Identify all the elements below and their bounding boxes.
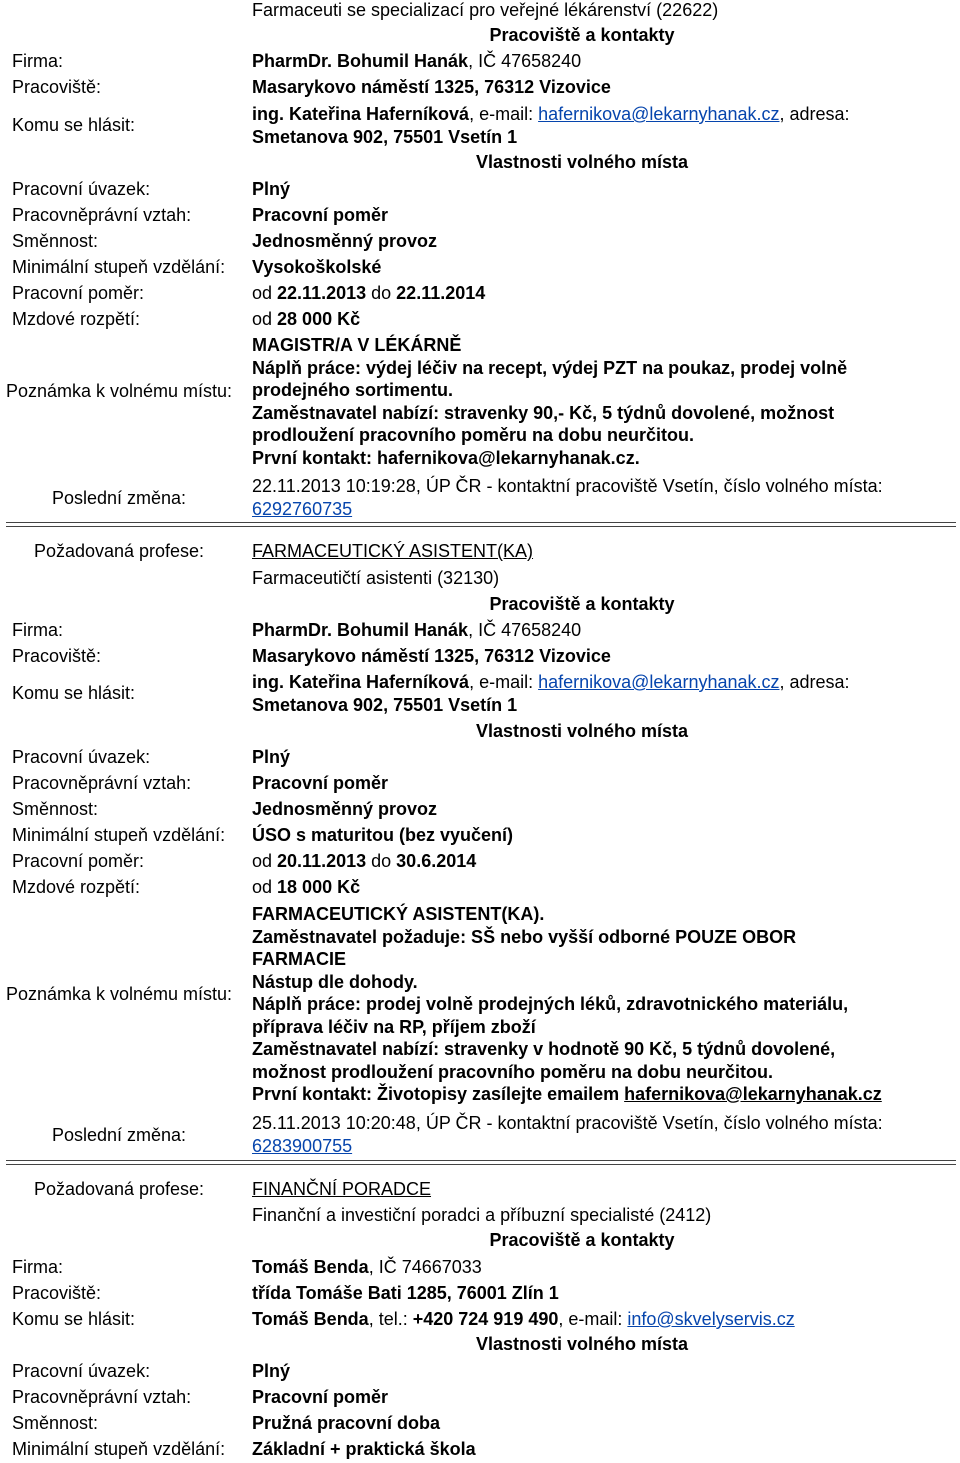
education-label: Minimální stupeň vzdělání: <box>12 825 226 845</box>
vacancy-number[interactable]: 6292760735 <box>252 499 353 519</box>
note-text <box>252 334 952 469</box>
section-heading-contacts: Pracoviště a kontakty <box>489 594 675 614</box>
last-change-value: 25.11.2013 10:20:48, ÚP ČR - kontaktní pracoviště Vsetín, číslo volného místa: <box>252 1113 883 1133</box>
section-heading-properties: Vlastnosti volného místa <box>475 152 689 172</box>
contact-tel: +420 724 919 490 <box>412 1309 559 1329</box>
contact-label: Komu se hlásit: <box>12 1309 136 1329</box>
relation-label: Pracovněprávní vztah: <box>12 205 192 225</box>
workplace-label: Pracoviště: <box>12 77 102 97</box>
period-from: 20.11.2013 <box>277 851 367 871</box>
vacancy-number[interactable]: 6283900755 <box>252 1136 353 1156</box>
salary-amount: 18 000 Kč <box>277 877 361 897</box>
salary-label: Mzdové rozpětí: <box>12 877 141 897</box>
note-line: možnost prodloužení pracovního poměru na dobu neurčitou. <box>252 1061 773 1082</box>
firm-ic: , IČ 47658240 <box>468 51 582 71</box>
contact-value <box>252 103 850 125</box>
last-change-label: Poslední změna: <box>51 488 187 508</box>
entry-divider <box>6 522 956 527</box>
relation-value: Pracovní poměr <box>252 773 389 793</box>
note-line: FARMACIE <box>252 949 346 969</box>
shift-value: Jednosměnný provoz <box>252 799 438 819</box>
contact-value <box>252 671 850 693</box>
note-text <box>252 903 952 1106</box>
workplace-label: Pracoviště: <box>12 1283 102 1303</box>
vacancy-number-link[interactable] <box>252 498 352 520</box>
profession-detail: Farmaceutičtí asistenti (32130) <box>252 568 500 588</box>
workload-value: Plný <box>252 1361 291 1381</box>
note-label: Poznámka k volnému místu: <box>5 381 233 401</box>
salary-value <box>252 876 360 898</box>
contact-label: Komu se hlásit: <box>12 115 136 135</box>
workload-value: Plný <box>252 179 291 199</box>
email-prefix: , e-mail: <box>558 1309 628 1329</box>
note-label: Poznámka k volnému místu: <box>5 984 233 1004</box>
note-line-contact <box>252 1083 952 1106</box>
workplace-value: třída Tomáše Bati 1285, 76001 Zlín 1 <box>252 1283 559 1303</box>
relation-value: Pracovní poměr <box>252 1387 389 1407</box>
note-line: příprava léčiv na RP, příjem zboží <box>252 1016 536 1037</box>
contact-label: Komu se hlásit: <box>12 683 136 703</box>
shift-label: Směnnost: <box>12 1413 99 1433</box>
profession-title[interactable]: FARMACEUTICKÝ ASISTENT(KA) <box>252 541 534 561</box>
note-line: První kontakt: hafernikova@lekarnyhanak.cz. <box>252 447 640 468</box>
education-label: Minimální stupeň vzdělání: <box>12 257 226 277</box>
contact-value <box>252 1308 795 1330</box>
workload-label: Pracovní úvazek: <box>12 747 151 767</box>
firm-name: PharmDr. Bohumil Hanák <box>252 51 469 71</box>
workload-value: Plný <box>252 747 291 767</box>
section-heading-properties: Vlastnosti volného místa <box>475 1334 689 1354</box>
tel-prefix: , tel.: <box>368 1309 413 1329</box>
workplace-value: Masarykovo náměstí 1325, 76312 Vizovice <box>252 77 611 97</box>
education-label: Minimální stupeň vzdělání: <box>12 1439 226 1459</box>
email-prefix: , e-mail: <box>469 104 539 124</box>
relation-label: Pracovněprávní vztah: <box>12 1387 192 1407</box>
profession-detail: Farmaceuti se specializací pro veřejné lékárenství (22622) <box>252 0 719 20</box>
workplace-value: Masarykovo náměstí 1325, 76312 Vizovice <box>252 646 611 666</box>
workplace-label: Pracoviště: <box>12 646 102 666</box>
firm-ic: , IČ 74667033 <box>368 1257 482 1277</box>
note-line: Zaměstnavatel požaduje: SŠ nebo vyšší odborné POUZE OBOR <box>252 926 797 947</box>
salary-value <box>252 308 360 330</box>
period-label: Pracovní poměr: <box>12 283 145 303</box>
firm-label: Firma: <box>12 1257 63 1277</box>
entry-divider <box>6 1160 956 1165</box>
salary-prefix: od <box>252 877 278 897</box>
education-value: Vysokoškolské <box>252 257 382 277</box>
shift-label: Směnnost: <box>12 231 99 251</box>
relation-label: Pracovněprávní vztah: <box>12 773 192 793</box>
period-to: 22.11.2014 <box>396 283 486 303</box>
firm-value <box>252 1256 482 1278</box>
contact-address: Smetanova 902, 75501 Vsetín 1 <box>252 127 518 147</box>
period-from-prefix: od <box>252 851 278 871</box>
relation-value: Pracovní poměr <box>252 205 389 225</box>
period-from-prefix: od <box>252 283 278 303</box>
education-value: ÚSO s maturitou (bez vyučení) <box>252 825 514 845</box>
vacancy-number-link[interactable] <box>252 1135 352 1157</box>
section-heading-contacts: Pracoviště a kontakty <box>489 25 675 45</box>
education-value: Základní + praktická škola <box>252 1439 476 1459</box>
last-change-value: 22.11.2013 10:19:28, ÚP ČR - kontaktní pracoviště Vsetín, číslo volného místa: <box>252 476 883 496</box>
profession-label: Požadovaná profese: <box>33 1179 205 1199</box>
email-prefix: , e-mail: <box>469 672 539 692</box>
note-line: Náplň práce: prodej volně prodejných léků, zdravotnického materiálu, <box>252 994 849 1014</box>
firm-name: PharmDr. Bohumil Hanák <box>252 620 469 640</box>
section-heading-properties: Vlastnosti volného místa <box>475 721 689 741</box>
firm-name: Tomáš Benda <box>252 1257 369 1277</box>
note-line: Náplň práce: výdej léčiv na recept, výdej PZT na poukaz, prodej volně <box>252 357 848 378</box>
contact-name: ing. Kateřina Haferníková <box>252 672 470 692</box>
period-label: Pracovní poměr: <box>12 851 145 871</box>
profession-title[interactable]: FINANČNÍ PORADCE <box>252 1179 432 1199</box>
period-from: 22.11.2013 <box>277 283 367 303</box>
shift-label: Směnnost: <box>12 799 99 819</box>
contact-name: ing. Kateřina Haferníková <box>252 104 470 124</box>
workload-label: Pracovní úvazek: <box>12 1361 151 1381</box>
contact-name: Tomáš Benda <box>252 1309 369 1329</box>
note-line: Nástup dle dohody. <box>252 971 418 992</box>
period-to-prefix: do <box>366 283 397 303</box>
section-heading-contacts: Pracoviště a kontakty <box>489 1230 675 1250</box>
firm-value <box>252 619 581 641</box>
period-to: 30.6.2014 <box>396 851 477 871</box>
salary-amount: 28 000 Kč <box>277 309 361 329</box>
salary-prefix: od <box>252 309 278 329</box>
contact-email-link[interactable]: hafernikova@lekarnyhanak.cz <box>538 104 780 124</box>
salary-label: Mzdové rozpětí: <box>12 309 141 329</box>
address-prefix: , adresa: <box>779 672 850 692</box>
note-line: FARMACEUTICKÝ ASISTENT(KA). <box>252 904 545 924</box>
note-line: prodloužení pracovního poměru na dobu neurčitou. <box>252 425 695 445</box>
note-line: MAGISTR/A V LÉKÁRNĚ <box>252 335 462 355</box>
period-value <box>252 282 485 304</box>
period-value <box>252 850 476 872</box>
note-line: Zaměstnavatel nabízí: stravenky 90,- Kč, 5 týdnů dovolené, možnost <box>252 402 835 423</box>
note-contact-email[interactable]: hafernikova@lekarnyhanak.cz <box>624 1084 882 1104</box>
firm-value <box>252 50 581 72</box>
profession-detail: Finanční a investiční poradci a příbuzní specialisté (2412) <box>252 1205 712 1225</box>
address-prefix: , adresa: <box>779 104 850 124</box>
note-line: Zaměstnavatel nabízí: stravenky v hodnotě 90 Kč, 5 týdnů dovolené, <box>252 1039 836 1059</box>
shift-value: Pružná pracovní doba <box>252 1413 441 1433</box>
contact-address: Smetanova 902, 75501 Vsetín 1 <box>252 695 518 715</box>
firm-ic: , IČ 47658240 <box>468 620 582 640</box>
period-to-prefix: do <box>366 851 397 871</box>
profession-label: Požadovaná profese: <box>33 541 205 561</box>
contact-email-link[interactable]: info@skvelyservis.cz <box>627 1309 795 1329</box>
last-change-label: Poslední změna: <box>51 1125 187 1145</box>
note-line: prodejného sortimentu. <box>252 380 454 400</box>
workload-label: Pracovní úvazek: <box>12 179 151 199</box>
shift-value: Jednosměnný provoz <box>252 231 438 251</box>
firm-label: Firma: <box>12 51 63 71</box>
firm-label: Firma: <box>12 620 63 640</box>
contact-email-link[interactable]: hafernikova@lekarnyhanak.cz <box>538 672 780 692</box>
note-contact-prefix: První kontakt: Životopisy zasílejte emailem <box>252 1084 625 1104</box>
